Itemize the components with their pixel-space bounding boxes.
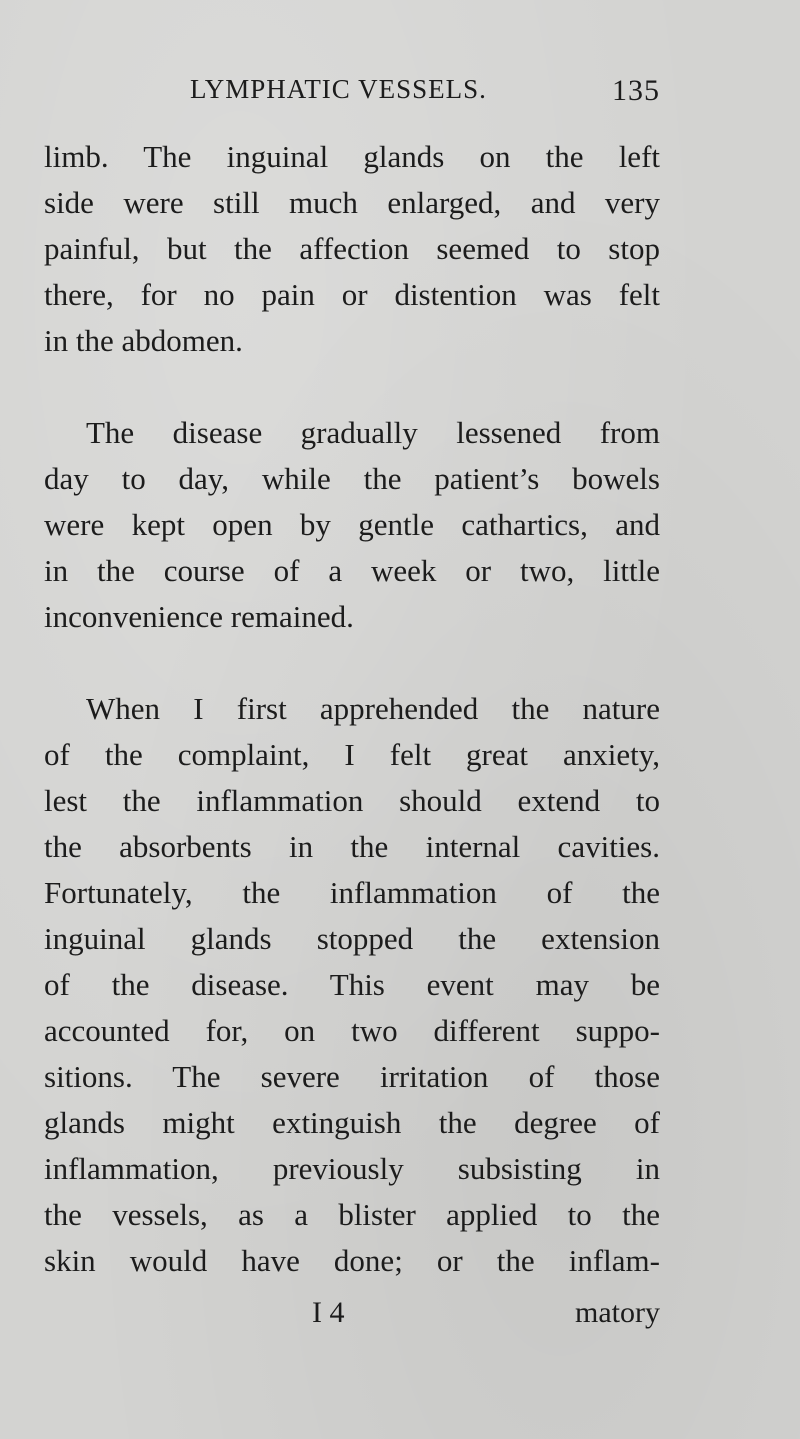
text-line: the vessels, as a blister applied to the [44, 1197, 660, 1232]
text-line: the absorbents in the internal cavities. [44, 829, 660, 864]
paragraph-2 [44, 410, 660, 640]
text-line: in the course of a week or two, little [44, 553, 660, 588]
text-line: skin would have done; or the inflam- [44, 1243, 660, 1278]
text-line: in the abdomen. [44, 323, 243, 358]
text-line: sitions. The severe irritation of those [44, 1059, 660, 1094]
text-line: were kept open by gentle cathartics, and [44, 507, 660, 542]
text-line: accounted for, on two different suppo- [44, 1013, 660, 1048]
text-line: there, for no pain or distention was felt [44, 277, 660, 312]
text-line: inflammation, previously subsisting in [44, 1151, 660, 1186]
signature-mark: I 4 [312, 1296, 345, 1329]
text-line: When I first apprehended the nature [86, 691, 660, 726]
text-line: inconvenience remained. [44, 599, 354, 634]
paragraph-1 [44, 134, 660, 364]
text-line: painful, but the affection seemed to stop [44, 231, 660, 266]
text-line: of the complaint, I felt great anxiety, [44, 737, 660, 772]
text-line: The disease gradually lessened from [86, 415, 660, 450]
running-head-title: LYMPHATIC VESSELS. [190, 74, 487, 104]
catchword: matory [575, 1296, 660, 1329]
text-line: lest the inflammation should extend to [44, 783, 660, 818]
page-footer [44, 1296, 660, 1336]
text-line: of the disease. This event may be [44, 967, 660, 1002]
text-line: side were still much enlarged, and very [44, 185, 660, 220]
paragraph-3 [44, 686, 660, 1284]
text-line: day to day, while the patient’s bowels [44, 461, 660, 496]
text-line: inguinal glands stopped the extension [44, 921, 660, 956]
text-line: Fortunately, the inflammation of the [44, 875, 660, 910]
running-head [190, 74, 660, 110]
text-line: glands might extinguish the degree of [44, 1105, 660, 1140]
text-line: limb. The inguinal glands on the left [44, 139, 660, 174]
page-number: 135 [612, 74, 660, 107]
